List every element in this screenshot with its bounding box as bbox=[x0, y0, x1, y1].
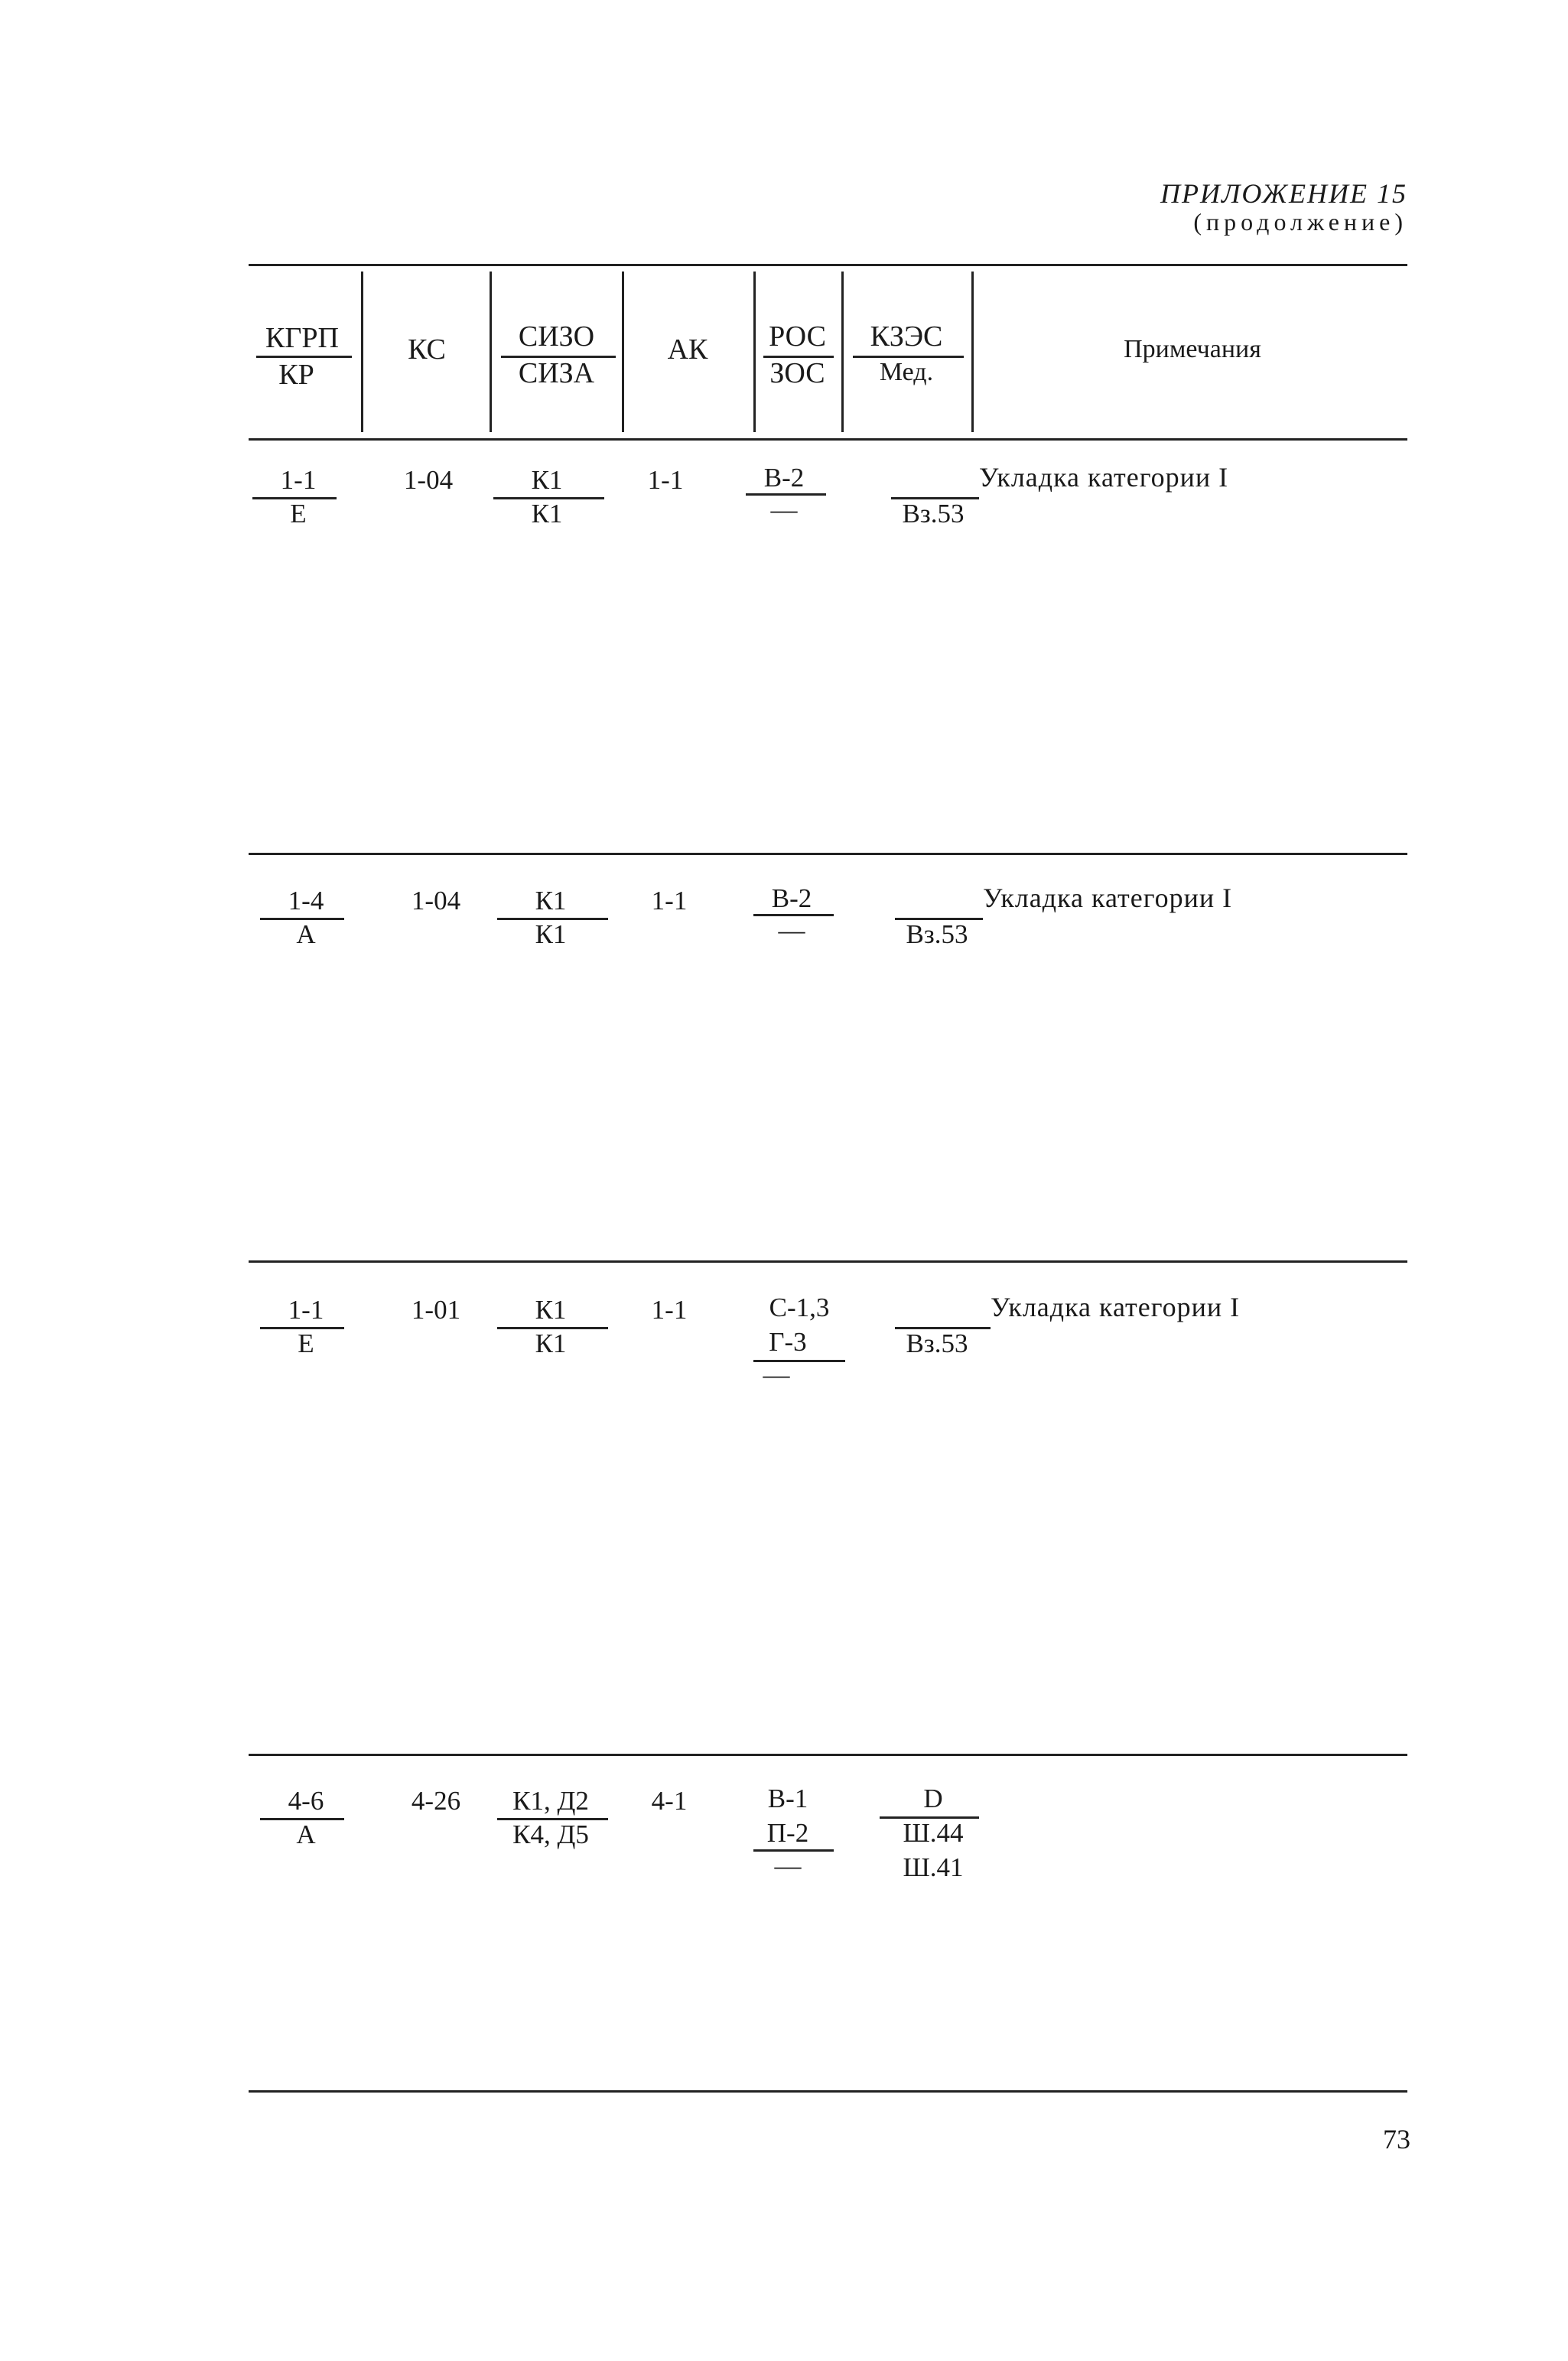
header-med: Мед. bbox=[879, 358, 934, 386]
appendix-subtitle: (продолжение) bbox=[1193, 208, 1407, 236]
header-divider bbox=[490, 272, 492, 432]
row4-kgrp: 4-6 bbox=[288, 1786, 324, 1816]
header-siza: СИЗА bbox=[518, 357, 595, 389]
table-top-rule bbox=[249, 264, 1407, 266]
row3-kgrp: 1-1 bbox=[288, 1295, 324, 1325]
row3-ros-line1: С-1,3 bbox=[769, 1293, 830, 1322]
row1-ks: 1-04 bbox=[403, 465, 454, 495]
row-separator bbox=[249, 1260, 1407, 1263]
row4-siza: К4, Д5 bbox=[512, 1820, 589, 1849]
row1-note: Укладка категории I bbox=[979, 462, 1229, 493]
row1-kgrp: 1-1 bbox=[280, 465, 317, 495]
row4-ros-line1: В-1 bbox=[767, 1784, 808, 1813]
row2-ros: В-2 bbox=[771, 883, 812, 913]
header-divider bbox=[753, 272, 756, 432]
header-ks: КС bbox=[408, 333, 446, 366]
header-kr: КР bbox=[278, 359, 314, 391]
row2-zos: — bbox=[778, 915, 805, 945]
header-kgrp: КГРП bbox=[265, 322, 339, 354]
table-bottom-rule bbox=[249, 2090, 1407, 2093]
row2-kgrp: 1-4 bbox=[288, 886, 324, 915]
row2-ak: 1-1 bbox=[651, 886, 688, 915]
row-separator bbox=[249, 1754, 1407, 1756]
row4-ks: 4-26 bbox=[411, 1786, 461, 1816]
row4-ak: 4-1 bbox=[651, 1786, 688, 1816]
row2-ks: 1-04 bbox=[411, 886, 461, 915]
header-divider bbox=[622, 272, 624, 432]
row1-kr: Е bbox=[290, 499, 307, 528]
row1-med: Вз.53 bbox=[902, 499, 965, 528]
row1-sizo: К1 bbox=[531, 465, 563, 495]
header-zos: ЗОС bbox=[769, 357, 825, 389]
row3-kr: Е bbox=[298, 1328, 314, 1358]
row3-siza: К1 bbox=[535, 1328, 567, 1358]
header-kzes: КЗЭС bbox=[870, 320, 943, 353]
row3-ros-line2: Г-3 bbox=[769, 1327, 807, 1357]
row4-sizo: К1, Д2 bbox=[512, 1786, 589, 1816]
row4-kr: А bbox=[296, 1820, 316, 1849]
row2-kr: А bbox=[296, 919, 316, 949]
row1-zos: — bbox=[770, 495, 798, 525]
row4-ros-line2: П-2 bbox=[766, 1818, 809, 1848]
row1-ak: 1-1 bbox=[647, 465, 684, 495]
row2-sizo: К1 bbox=[535, 886, 567, 915]
row-separator bbox=[249, 853, 1407, 855]
row2-note: Укладка категории I bbox=[983, 883, 1233, 913]
row3-zos: — bbox=[763, 1360, 790, 1390]
header-divider bbox=[971, 272, 974, 432]
row2-siza: К1 bbox=[535, 919, 567, 949]
row1-siza: К1 bbox=[531, 499, 563, 528]
header-sizo: СИЗО bbox=[518, 320, 595, 353]
row4-kzes: D bbox=[923, 1784, 943, 1813]
row4-zos: — bbox=[774, 1851, 802, 1881]
header-divider bbox=[841, 272, 844, 432]
row3-ks: 1-01 bbox=[411, 1295, 461, 1325]
row4-med-line1: Ш.44 bbox=[903, 1818, 964, 1848]
row2-med: Вз.53 bbox=[906, 919, 968, 949]
row4-med-line2: Ш.41 bbox=[903, 1852, 964, 1882]
page-number: 73 bbox=[1383, 2124, 1410, 2154]
row3-ak: 1-1 bbox=[651, 1295, 688, 1325]
header-notes: Примечания bbox=[1124, 335, 1261, 363]
row1-ros: В-2 bbox=[763, 463, 805, 493]
header-ros: РОС bbox=[769, 320, 826, 353]
row3-sizo: К1 bbox=[535, 1295, 567, 1325]
row3-med: Вз.53 bbox=[906, 1328, 968, 1358]
row3-note: Укладка категории I bbox=[991, 1292, 1241, 1322]
appendix-title: ПРИЛОЖЕНИЕ 15 bbox=[1160, 178, 1407, 209]
header-ak: АК bbox=[667, 333, 708, 366]
header-bottom-rule bbox=[249, 438, 1407, 441]
header-divider bbox=[361, 272, 363, 432]
